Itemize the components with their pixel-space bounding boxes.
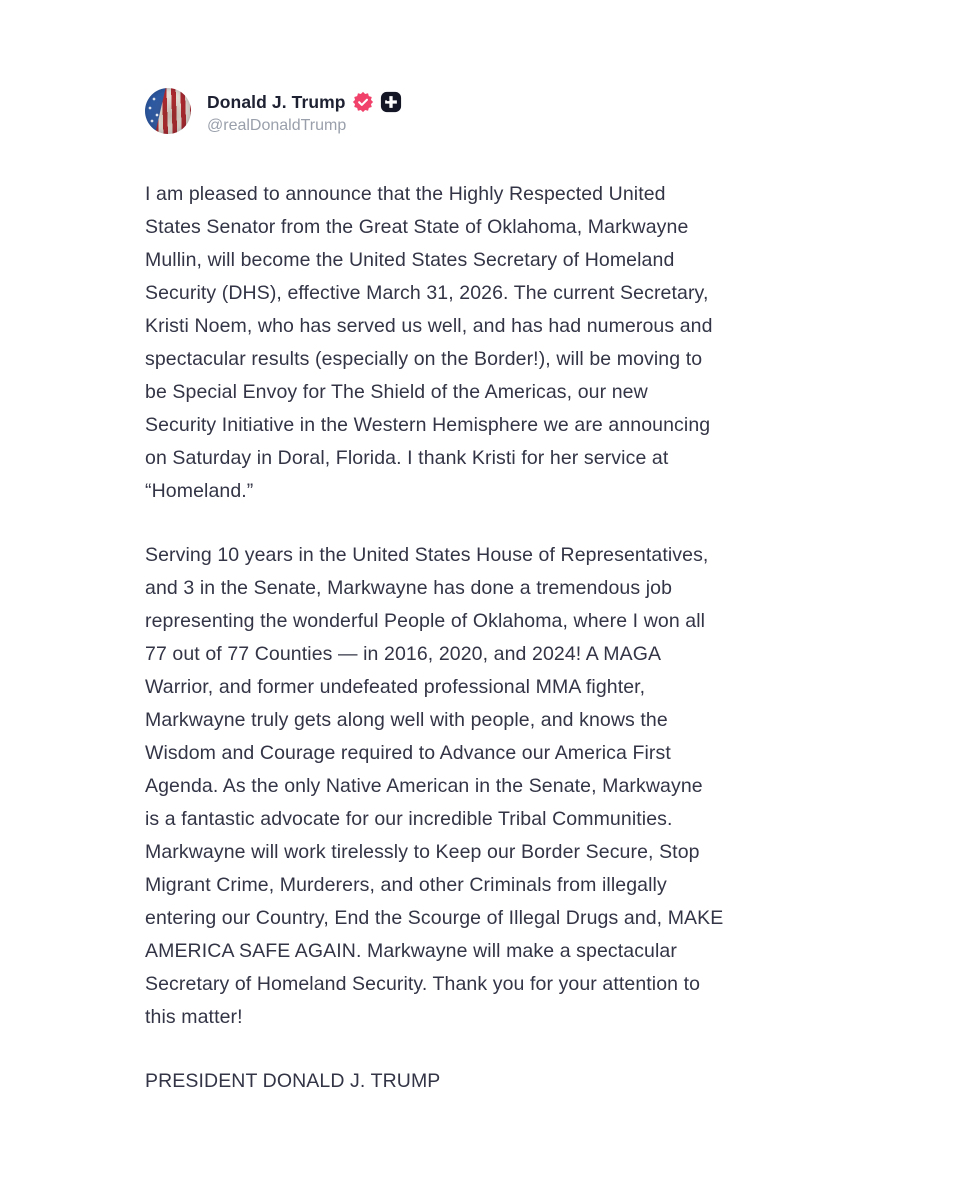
post-paragraph-1 <box>145 178 845 508</box>
post-text-line: Warrior, and former undefeated professional MMA fighter, <box>145 676 646 698</box>
post-header <box>145 88 845 134</box>
verified-badge-icon <box>352 91 374 113</box>
author-name-row <box>207 91 402 113</box>
truth-social-post <box>145 88 845 1098</box>
post-text-line: be Special Envoy for The Shield of the Americas, our new <box>145 381 648 403</box>
post-text-line: entering our Country, End the Scourge of Illegal Drugs and, MAKE <box>145 907 724 929</box>
post-text-line: Security Initiative in the Western Hemisphere we are announcing <box>145 414 711 436</box>
post-signature-line: PRESIDENT DONALD J. TRUMP <box>145 1070 441 1092</box>
post-text-line: Markwayne will work tirelessly to Keep our Border Secure, Stop <box>145 841 700 863</box>
truth-plus-badge-icon <box>380 91 402 113</box>
post-text-line: Markwayne truly gets along well with people, and knows the <box>145 709 668 731</box>
post-text-line: representing the wonderful People of Oklahoma, where I won all <box>145 610 706 632</box>
post-text-line: Secretary of Homeland Security. Thank you for your attention to <box>145 973 701 995</box>
post-text-line: spectacular results (especially on the Border!), will be moving to <box>145 348 703 370</box>
post-paragraph-signature <box>145 1065 845 1098</box>
post-text-line: and 3 in the Senate, Markwayne has done a tremendous job <box>145 577 673 599</box>
post-text-line: 77 out of 77 Counties — in 2016, 2020, and 2024! A MAGA <box>145 643 662 665</box>
author-display-name[interactable]: Donald J. Trump <box>207 91 346 112</box>
author-block <box>207 88 402 135</box>
post-text-line: Kristi Noem, who has served us well, and has had numerous and <box>145 315 713 337</box>
post-text-line: “Homeland.” <box>145 480 254 502</box>
avatar[interactable] <box>145 88 191 134</box>
post-body <box>145 178 845 1098</box>
post-text-line: States Senator from the Great State of Oklahoma, Markwayne <box>145 216 689 238</box>
post-text-line: Mullin, will become the United States Secretary of Homeland <box>145 249 675 271</box>
post-text-line: AMERICA SAFE AGAIN. Markwayne will make a spectacular <box>145 940 677 962</box>
post-text-line: this matter! <box>145 1006 243 1028</box>
post-text-line: on Saturday in Doral, Florida. I thank Kristi for her service at <box>145 447 669 469</box>
post-text-line: Migrant Crime, Murderers, and other Criminals from illegally <box>145 874 667 896</box>
post-text-line: I am pleased to announce that the Highly Respected United <box>145 183 666 205</box>
post-text-line: Agenda. As the only Native American in the Senate, Markwayne <box>145 775 703 797</box>
post-text-line: Serving 10 years in the United States House of Representatives, <box>145 544 709 566</box>
post-paragraph-2 <box>145 539 845 1034</box>
post-text-line: Wisdom and Courage required to Advance our America First <box>145 742 671 764</box>
post-text-line: Security (DHS), effective March 31, 2026. The current Secretary, <box>145 282 709 304</box>
author-handle[interactable]: @realDonaldTrump <box>207 117 347 134</box>
post-text-line: is a fantastic advocate for our incredible Tribal Communities. <box>145 808 673 830</box>
